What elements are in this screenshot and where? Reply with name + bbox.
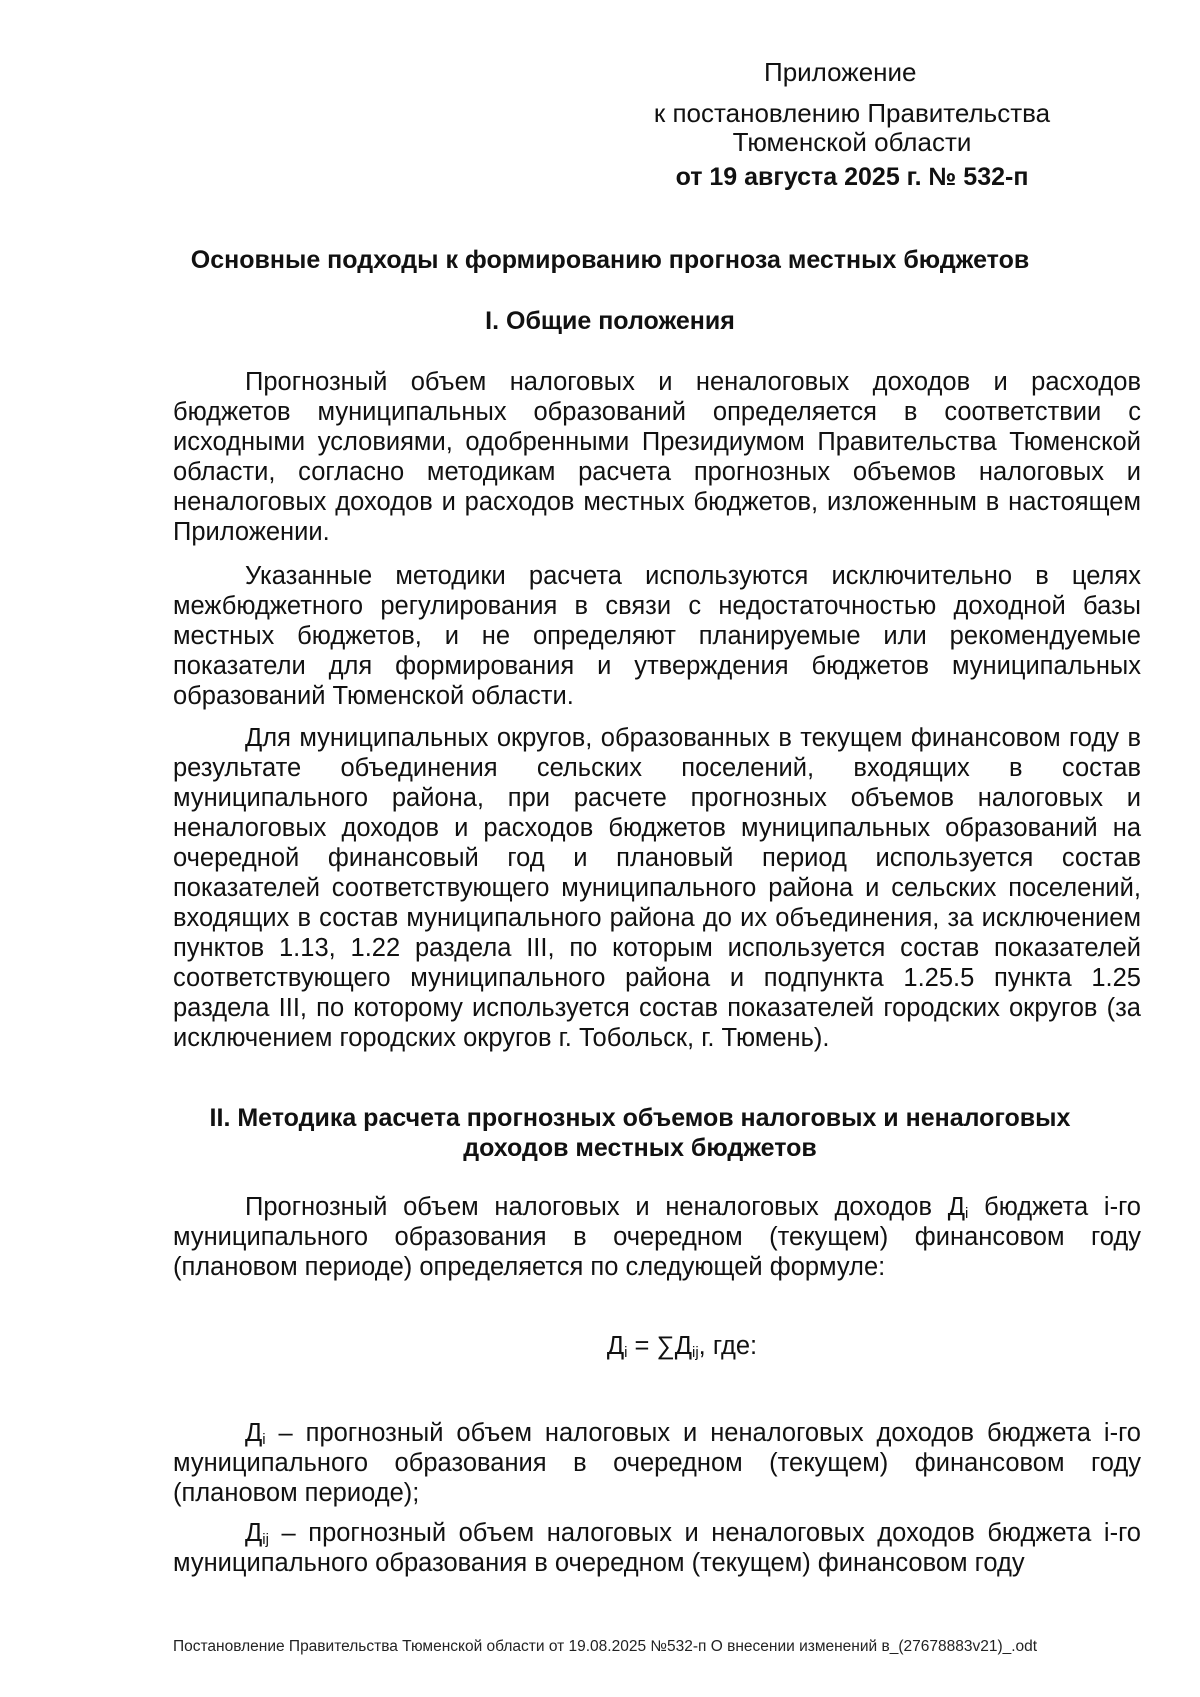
intro-text: бюджета i-го муниципального образования в очередном (текущем) финансовом году (плановом периоде) определяется по следующей формуле: xyxy=(173,1193,1141,1281)
definition-symbol: Д xyxy=(245,1419,263,1447)
intro-text: Прогнозный объем налоговых и неналоговых доходов Д xyxy=(245,1193,966,1221)
section-heading-general: I. Общие положения xyxy=(485,307,735,335)
formula-tail: , где: xyxy=(698,1332,758,1360)
subscript: ij xyxy=(691,1344,699,1361)
formula xyxy=(160,1332,1120,1361)
page-footer: Постановление Правительства Тюменской области от 19.08.2025 №532-п О внесении изменений в_(27678883v21)_.odt xyxy=(173,1638,1038,1655)
appendix-label: Приложение xyxy=(764,57,917,87)
resolution-date-number: от 19 августа 2025 г. № 532-п xyxy=(675,163,1029,191)
subscript: i xyxy=(965,1205,969,1222)
formula-sum: = ∑Д xyxy=(627,1332,692,1360)
paragraph: Для муниципальных округов, образованных в текущем финансовом году в результате объединения сельских поселений, входящих в состав муниципального района, при расчете прогнозных объемов налоговых и неналоговых доходов и расходов бюджетов муниципальных образований на очередной финансовый год и плановый период используется состав показателей соответствующего муниципального района и сельских поселений, входящих в состав муниципального района до их объединения, за исключением пунктов 1.13, 1.22 раздела III, по которым используется состав показателей соответствующего муниципального района и подпункта 1.25.5 пункта 1.25 раздела III, по которому используется состав показателей городских округов (за исключением городских округов г. Тобольск, г. Тюмень). xyxy=(173,724,1141,1052)
section-heading-methodology: II. Методика расчета прогнозных объемов налоговых и неналоговых доходов местных бюджетов xyxy=(209,1104,1071,1162)
subscript: i xyxy=(624,1344,628,1361)
subscript: i xyxy=(262,1431,266,1448)
subscript: ij xyxy=(262,1531,269,1548)
paragraph: Указанные методики расчета используются исключительно в целях межбюджетного регулирования в связи с недостаточностью доходной базы местных бюджетов, и не определяют планируемые или рекомендуемые показатели для формирования и утверждения бюджетов муниципальных образований Тюменской области. xyxy=(173,562,1141,710)
definition xyxy=(173,1518,1141,1578)
definition xyxy=(173,1418,1141,1508)
definition-text: – прогнозный объем налоговых и неналоговых доходов бюджета i-го муниципального образования в очередном (текущем) финансовом году xyxy=(173,1519,1141,1577)
definition-text: – прогнозный объем налоговых и неналоговых доходов бюджета i-го муниципального образования в очередном (текущем) финансовом году (плановом периоде); xyxy=(173,1419,1141,1507)
paragraph-formula-intro xyxy=(173,1192,1141,1282)
paragraph: Прогнозный объем налоговых и неналоговых доходов и расходов бюджетов муниципальных образований определяется в соответствии с исходными условиями, одобренными Президиумом Правительства Тюменской области, согласно методикам расчета прогнозных объемов налоговых и неналоговых доходов и расходов местных бюджетов, изложенным в настоящем Приложении. xyxy=(173,368,1141,546)
definition-symbol: Д xyxy=(245,1519,263,1547)
formula-symbol: Д xyxy=(606,1332,625,1360)
resolution-reference: к постановлению Правительства Тюменской области xyxy=(653,98,1051,157)
document-title: Основные подходы к формированию прогноза местных бюджетов xyxy=(190,246,1030,274)
